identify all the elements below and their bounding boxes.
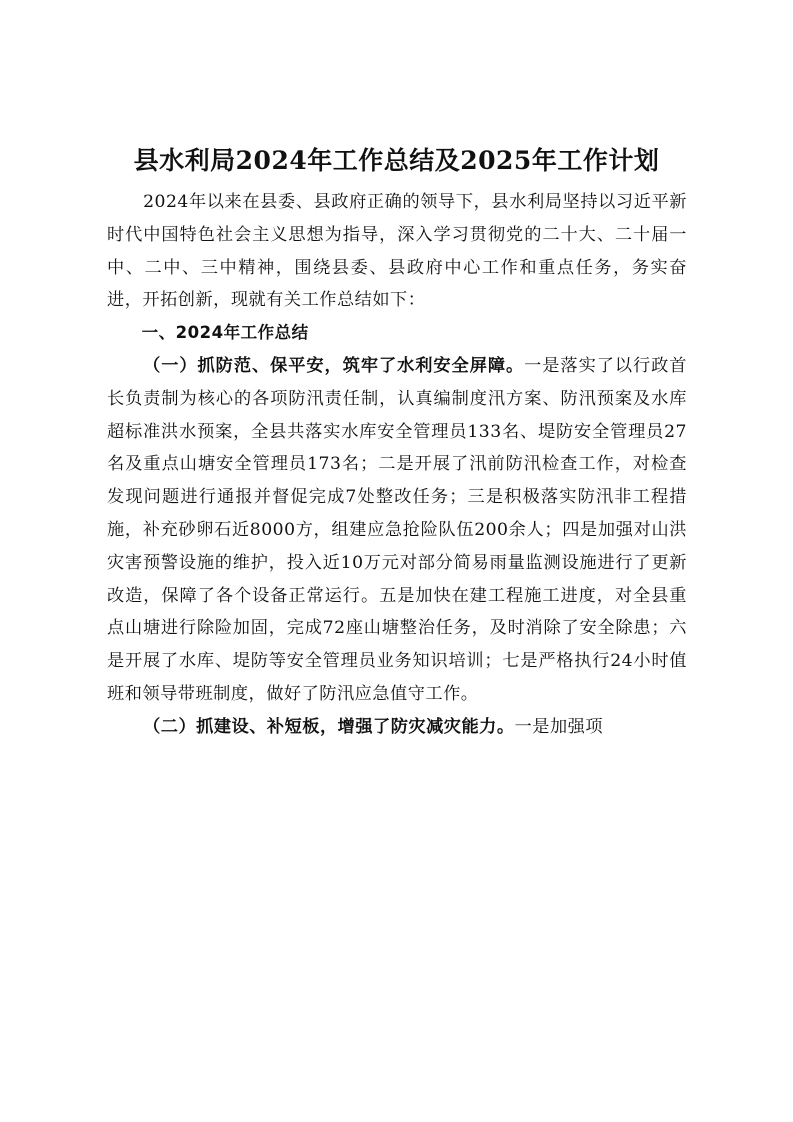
paragraph-lead: （一）抓防范、保平安，筑牢了水利安全屏障。 [143,355,525,376]
paragraph-text: 一是落实了以行政首长负责制为核心的各项防汛责任制，认真编制度汛方案、防汛预案及水库超标准洪水预案，全县共落实水库安全管理员133名、堤防安全管理员27名及重点山塘安全管理员173名；二是开展了汛前防汛检查工作，对检查发现问题进行通报并督促完成7处整改任务；三是积极落实防汛非工程措施，补充砂卵石近8000方，组建应急抢险队伍200余人；四是加强对山洪灾害预警设施的维护，投入近10万元对部分简易雨量监测设施进行了更新改造，保障了各个设备正常运行。五是加快在建工程施工进度，对全县重点山塘进行除险加固，完成72座山塘整治任务，及时消除了安全除患；六是开展了水库、堤防等安全管理员业务知识培训；七是严格执行24小时值班和领导带班制度，做好了防汛应急值守工作。 [107,355,687,704]
section-heading: 一、2024年工作总结 [141,323,309,343]
paragraph-lead: （二）抓建设、补短板，增强了防灾减灾能力。 [143,716,515,737]
document-title: 县水利局2024年工作总结及2025年工作计划 [133,146,660,175]
paragraph-text: 一是加强项 [514,716,604,737]
intro-paragraph: 2024年以来在县委、县政府正确的领导下，县水利局坚持以习近平新时代中国特色社会主义思想为指导，深入学习贯彻党的二十大、二十届一中、二中、三中精神，围绕县委、县政府中心工作和重点任务，务实奋进，开拓创新，现就有关工作总结如下： [107,192,687,311]
paragraph-item-1 [107,350,687,711]
paragraph-item-2 [107,711,687,744]
document-body [107,186,687,744]
